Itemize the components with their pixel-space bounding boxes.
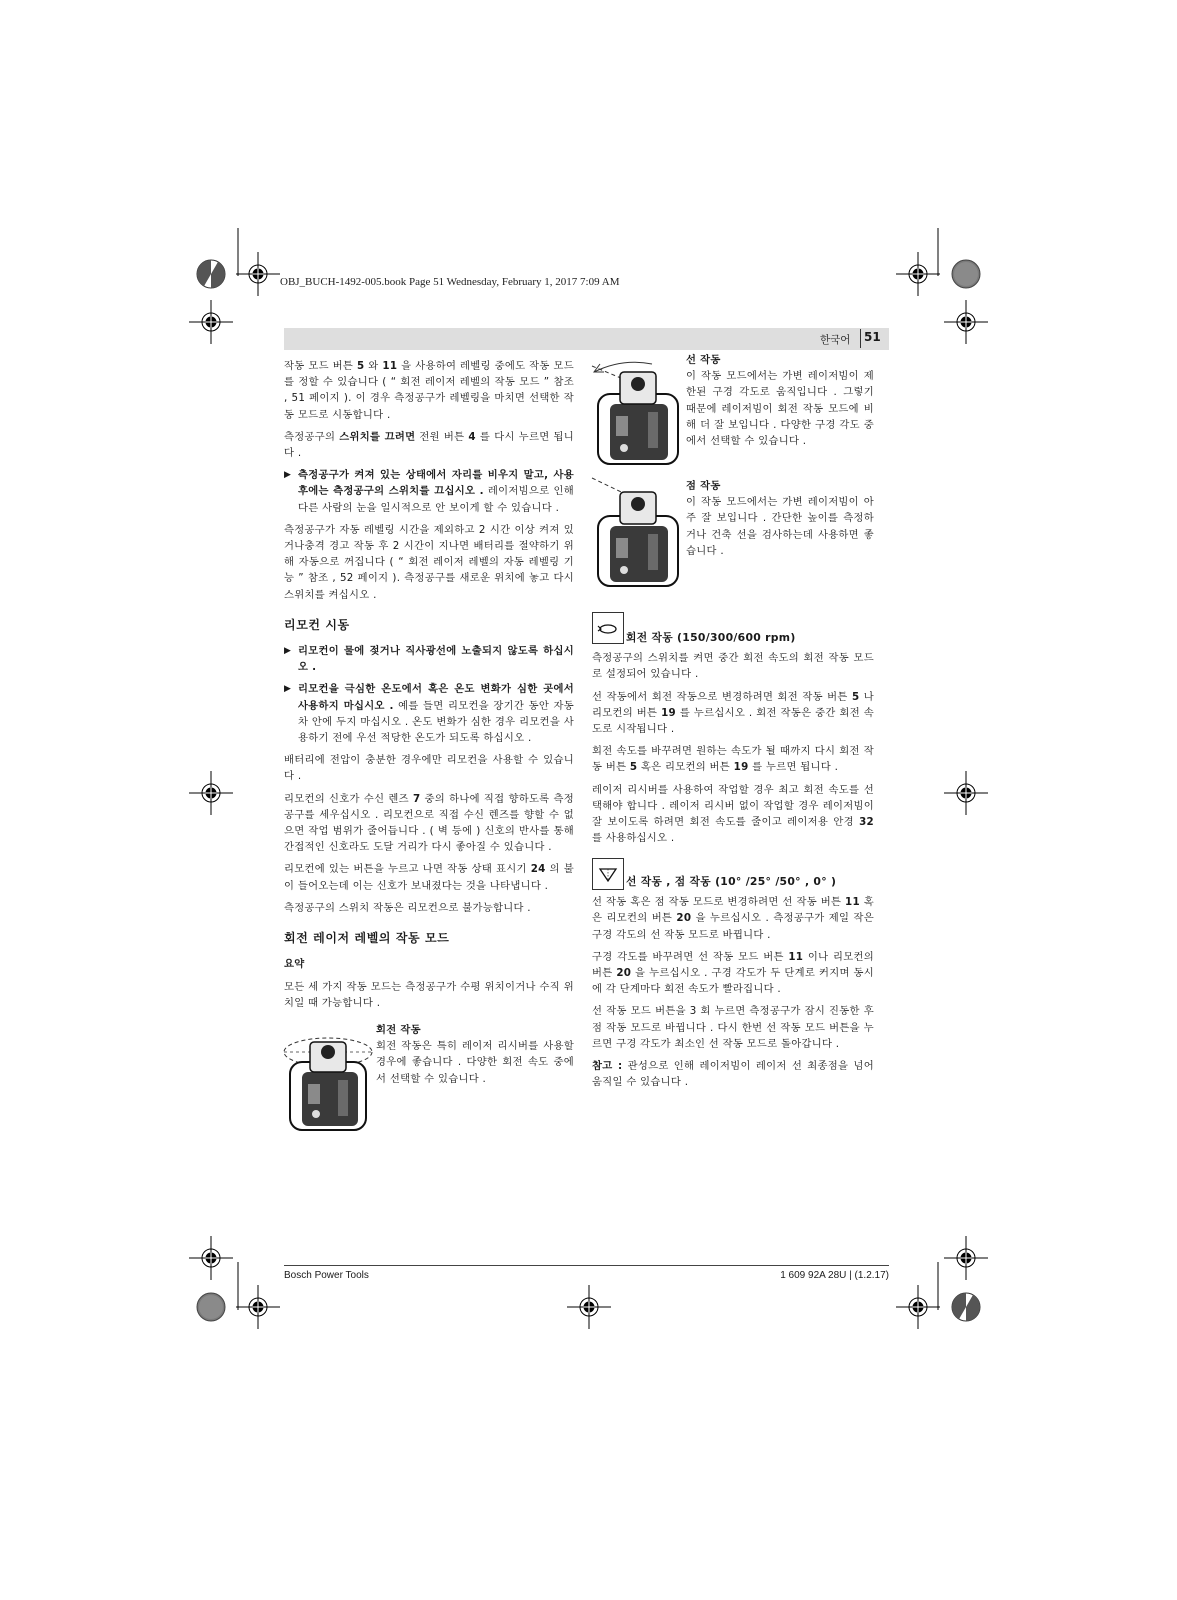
line-mode-block [686, 352, 874, 455]
page-number: 51 [864, 330, 881, 344]
warning-item: ▶ 측정공구가 켜져 있는 상태에서 자리를 비우지 말고, 사용 후에는 측정공구의 스위치를 끄십시오 . 레이저빔으로 인해 다른 사람의 눈을 일시적으로 안 보이게 할 수 있습니다 . [284, 469, 575, 514]
line-point-section [592, 874, 874, 1096]
paragraph: 구경 각도를 바꾸려면 선 작동 모드 버튼 11 이나 리모컨의 버튼 20 을 누르십시오 . 구경 각도가 두 단계로 커지며 동시에 각 단계마다 회전 속도가 빨라집니다 . [592, 950, 874, 996]
warning-item: ▶ 리모컨을 극심한 온도에서 혹은 온도 변화가 심한 곳에서 사용하지 마십시오 . 예를 들면 리모컨을 장기간 동안 자동차 안에 두지 마십시오 . 온도 변화가 심한 경우 리모컨을 사용하기 전에 우선 적당한 온도가 되도록 하십시오 . [284, 683, 574, 745]
arrow-bullet-icon: ▶ [284, 684, 292, 695]
paragraph: 측정공구의 스위치를 켜면 중간 회전 속도의 회전 작동 모드로 설정되어 있습니다 . [592, 652, 874, 681]
paragraph: 측정공구의 스위치를 끄려면 전원 버튼 4 를 다시 누르면 됩니다 . [284, 430, 574, 460]
paragraph: 배터리에 전압이 충분한 경우에만 리모컨을 사용할 수 있습니다 . [284, 754, 574, 783]
point-mode-illustration [592, 478, 684, 590]
header-divider [860, 329, 861, 348]
paragraph: 선 작동 모드 버튼을 3 회 누르면 측정공구가 잠시 진동한 후 점 작동 모드로 바뀝니다 . 다시 한번 선 작동 모드 버튼을 누르면 구경 각도가 최소인 선 작동 모드로 돌아갑니다 . [592, 1005, 874, 1050]
paragraph: 이 작동 모드에서는 가변 레이저빔이 제한된 구경 각도로 움직입니다 . 그렇기 때문에 레이저빔이 회전 작동 모드에 비해 더 잘 보입니다 . 다양한 구경 각도 중에서 선택할 수 있습니다 . [686, 370, 874, 448]
rotation-section [592, 630, 874, 852]
note-paragraph: 참고 : 관성으로 인해 레이저빔이 레이저 선 최종점을 넘어 움직일 수 있습니다 . [592, 1060, 874, 1089]
section-heading: 리모컨 시동 [284, 617, 350, 632]
section-title: 회전 작동 (150/300/600 rpm) [626, 631, 796, 644]
left-column [284, 358, 574, 1017]
rotation-mode-illustration [282, 1028, 374, 1134]
mode-title: 회전 작동 [376, 1024, 421, 1036]
paragraph: 모든 세 가지 작동 모드는 측정공구가 수평 위치이거나 수직 위치일 때 가능합니다 . [284, 980, 574, 1009]
paragraph: 레이저 리시버를 사용하여 작업할 경우 최고 회전 속도를 선택해야 합니다 . 레이저 리시버 없이 작업할 경우 레이저빔이 잘 보이도록 하려면 회전 속도를 줄이고 레이저용 안경 32 를 사용하십시오 . [592, 783, 874, 845]
footer-rule [284, 1265, 889, 1266]
arrow-bullet-icon: ▶ [284, 646, 292, 657]
paragraph: 리모컨의 신호가 수신 렌즈 7 중의 하나에 직접 향하도록 측정공구를 세우십시오 . 리모컨으로 직접 수신 렌즈를 향할 수 없으면 작업 범위가 줄어듭니다 . ( 벽 등에 ) 신호의 반사를 통해 간접적인 신호라도 도달 거리가 다시 좋아질 수 있습니다 . [284, 792, 574, 854]
mode-title: 점 작동 [686, 480, 721, 492]
paragraph: 작동 모드 버튼 5 와 11 을 사용하여 레벨링 중에도 작동 모드를 정할 수 있습니다 ( “ 회전 레이저 레벨의 작동 모드 ” 참조 , 51 페이지 ). 이 경우 측정공구가 레벨링을 마치면 선택한 작동 모드로 시동합니다 . [284, 360, 575, 421]
rotation-mode-block [376, 1022, 574, 1093]
paragraph: 회전 속도를 바꾸려면 원하는 속도가 될 때까지 다시 회전 작동 버튼 5 혹은 리모컨의 버튼 19 를 누르면 됩니다 . [592, 745, 874, 774]
paragraph: 이 작동 모드에서는 가변 레이저빔이 아주 잘 보입니다 . 간단한 높이를 측정하거나 건축 선을 검사하는데 사용하면 좋습니다 . [686, 496, 874, 557]
paragraph: 리모컨에 있는 버튼을 누르고 나면 작동 상태 표시기 24 의 불이 들어오는데 이는 신호가 보내졌다는 것을 나타냅니다 . [284, 863, 574, 892]
paragraph: 측정공구의 스위치 작동은 리모컨으로 불가능합니다 . [284, 901, 531, 914]
line-mode-illustration [592, 356, 684, 468]
page-header-bar [284, 328, 889, 350]
paragraph: 회전 작동은 특히 레이저 리시버를 사용할 경우에 좋습니다 . 다양한 회전 속도 중에서 선택할 수 있습니다 . [376, 1040, 574, 1085]
footer-doc-number: 1 609 92A 28U | (1.2.17) [780, 1270, 889, 1281]
paragraph: 선 작동 혹은 점 작동 모드로 변경하려면 선 작동 버튼 11 혹은 리모컨의 버튼 20 을 누르십시오 . 측정공구가 제일 작은 구경 각도의 선 작동 모드로 바뀝니다 . [592, 896, 874, 941]
point-mode-block [686, 478, 874, 565]
arrow-bullet-icon: ▶ [284, 470, 292, 481]
section-heading: 회전 레이저 레벨의 작동 모드 [284, 931, 450, 946]
paragraph: 선 작동에서 회전 작동으로 변경하려면 회전 작동 버튼 5 나 리모컨의 버튼 19 를 누르십시오 . 회전 작동은 중간 회전 속도로 시작됩니다 . [592, 690, 875, 736]
mode-title: 선 작동 [686, 354, 721, 366]
file-header: OBJ_BUCH-1492-005.book Page 51 Wednesday, February 1, 2017 7:09 AM [280, 276, 620, 288]
paragraph: 측정공구가 자동 레벨링 시간을 제외하고 2 시간 이상 켜져 있거나충격 경고 작동 후 2 시간이 지나면 배터리를 절약하기 위해 자동으로 꺼집니다 ( “ 회전 레이저 레벨의 자동 레벨링 기능 ” 참조 , 52 페이지 ). 측정공구를 새로운 위치에 놓고 다시 스위치를 켜십시오 . [284, 523, 574, 601]
warning-item: ▶ 리모컨이 물에 젖거나 직사광선에 노출되지 않도록 하십시오 . [284, 645, 574, 674]
subsection-heading: 요약 [284, 958, 305, 971]
footer-brand: Bosch Power Tools [284, 1270, 369, 1281]
section-title: 선 작동 , 점 작동 (10° /25° /50° , 0° ) [626, 875, 837, 888]
header-language: 한국어 [820, 334, 851, 346]
